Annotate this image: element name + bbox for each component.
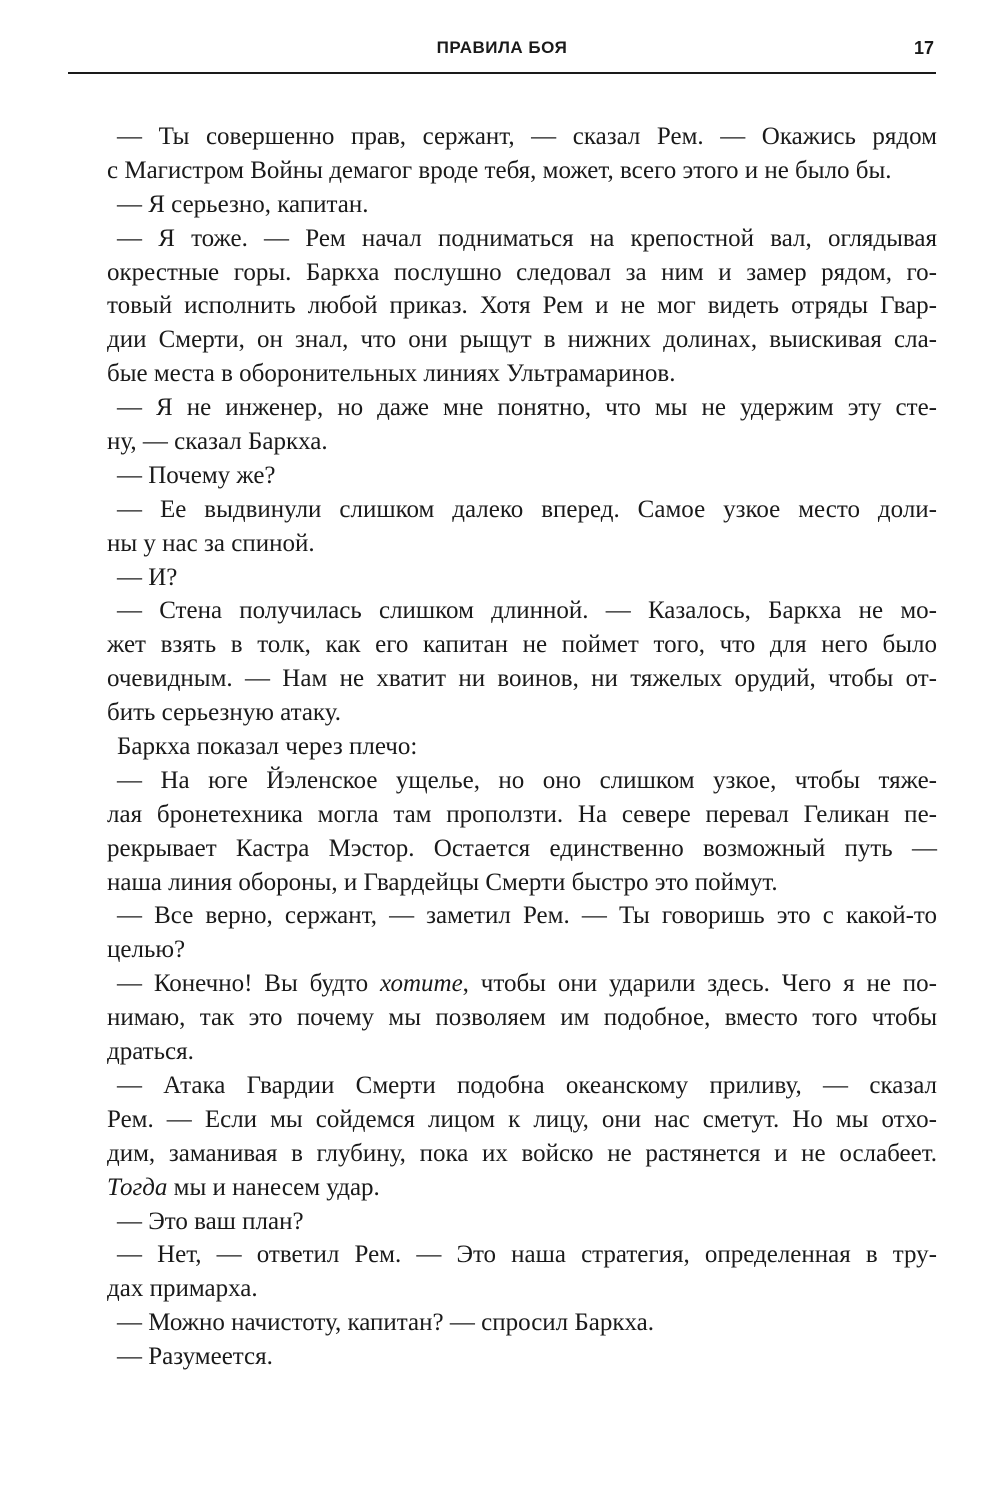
running-title: ПРАВИЛА БОЯ	[436, 38, 568, 57]
text-line: драться.	[107, 1038, 194, 1066]
text-line: ны у нас за спиной.	[107, 529, 315, 557]
text-line: жет взять в толк, как его капитан не поймет того, что для него было	[107, 631, 937, 659]
text-line: — Можно начистоту, капитан? — спросил Баркха.	[117, 1309, 655, 1337]
text-line: — Атака Гвардии Смерти подобна океанскому приливу, — сказал	[117, 1071, 937, 1099]
italic-emphasis: хотите	[379, 970, 463, 998]
text-line: — И?	[117, 563, 178, 591]
text-line: — Ты совершенно прав, сержант, — сказал Рем. — Окажись рядом	[117, 123, 937, 150]
text-line: — Это ваш план?	[117, 1207, 304, 1235]
text-line: нимаю, так это почему мы позволяем им подобное, вместо того чтобы	[107, 1004, 937, 1032]
text-line: — На юге Йэленское ущелье, но оно слишком узкое, чтобы тяже-	[117, 766, 937, 794]
text-line: дим, заманивая в глубину, пока их войско не растянется и не ослабеет.	[107, 1139, 937, 1167]
text-run: — Конечно! Вы будто	[117, 970, 380, 998]
text-line: Баркха показал через плечо:	[117, 733, 418, 761]
text-line: окрестные горы. Баркха послушно следовал за ним и замер рядом, го-	[107, 258, 937, 286]
running-header	[68, 32, 936, 74]
text-line: — Стена получилась слишком длинной. — Казалось, Баркха не мо-	[117, 597, 937, 625]
text-line: бить серьезную атаку.	[107, 699, 341, 727]
text-line: — Разумеется.	[117, 1343, 273, 1371]
text-line: — Почему же?	[117, 461, 276, 489]
text-line	[107, 1171, 937, 1205]
text-line: лая бронетехника могла там проползти. На севере перевал Геликан пе-	[107, 800, 937, 828]
text-line: — Я не инженер, но даже мне понятно, что мы не удержим эту сте-	[117, 394, 937, 422]
text-line: — Ее выдвинули слишком далеко вперед. Самое узкое место доли-	[117, 495, 937, 523]
text-line: очевидным. — Нам не хватит ни воинов, ни тяжелых орудий, чтобы от-	[107, 665, 937, 693]
text-line: — Нет, — ответил Рем. — Это наша стратегия, определенная в тру-	[117, 1241, 937, 1269]
body-text	[107, 120, 937, 1374]
page-number: 17	[913, 38, 934, 58]
text-line: — Я тоже. — Рем начал подниматься на крепостной вал, оглядывая	[117, 224, 937, 252]
text-line: Рем. — Если мы сойдемся лицом к лицу, они нас сметут. Но мы отхо-	[107, 1105, 937, 1133]
italic-emphasis: Тогда	[107, 1173, 168, 1201]
text-line: дах примарха.	[107, 1275, 258, 1303]
text-line: ну, — сказал Баркха.	[107, 428, 328, 456]
text-run: мы и нанесем удар.	[167, 1173, 380, 1201]
text-line: рекрывает Кастра Мэстор. Остается единственно возможный путь —	[107, 834, 937, 862]
text-line: — Все верно, сержант, — заметил Рем. — Ты говоришь это с какой-то	[117, 902, 937, 930]
text-line: — Я серьезно, капитан.	[117, 190, 369, 218]
text-line: целью?	[107, 936, 186, 964]
text-line: дии Смерти, он знал, что они рыщут в нижних долинах, выискивая сла-	[107, 326, 937, 354]
text-line: с Магистром Войны демагог вроде тебя, может, всего этого и не было бы.	[107, 156, 892, 184]
text-line: товый исполнить любой приказ. Хотя Рем и не мог видеть отряды Гвар-	[107, 292, 937, 320]
text-line	[107, 967, 937, 1001]
text-line: бые места в оборонительных линиях Ультрамаринов.	[107, 360, 676, 388]
text-line: наша линия обороны, и Гвардейцы Смерти быстро это поймут.	[107, 868, 778, 896]
text-run: , чтобы они ударили здесь. Чего я не по-	[462, 970, 937, 998]
